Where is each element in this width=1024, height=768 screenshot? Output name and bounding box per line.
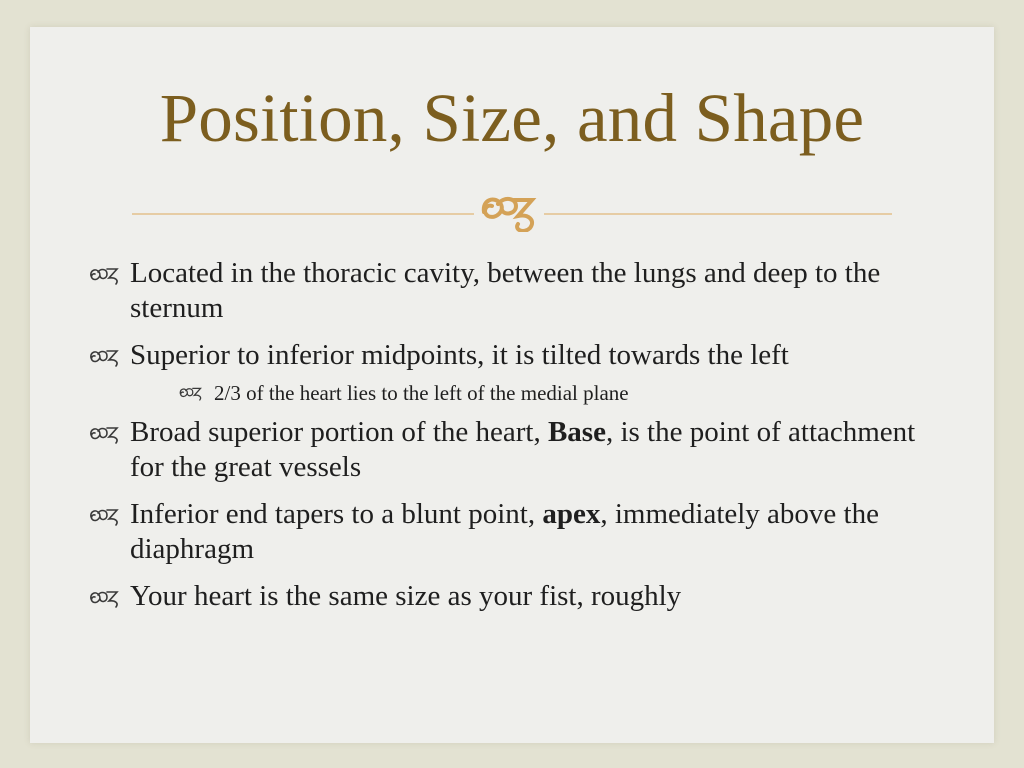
- bullet-text-after: , immediately above the diaphragm: [130, 498, 879, 565]
- bullet-text: 2/3 of the heart lies to the left of the medial plane: [214, 381, 629, 405]
- list-item: [88, 379, 948, 407]
- bullet-text-after: , is the point of attachment for the great vessels: [130, 416, 916, 483]
- ornament-bullet-icon: [178, 385, 206, 401]
- bullet-bold-term: Base: [547, 416, 606, 448]
- list-item: [88, 338, 948, 373]
- bullet-list: [88, 256, 948, 626]
- bullet-text: Located in the thoracic cavity, between the lungs and deep to the sternum: [130, 257, 881, 324]
- bullet-bold-term: apex: [542, 498, 601, 530]
- list-item: [88, 579, 948, 614]
- slide-title: Position, Size, and Shape: [159, 80, 865, 156]
- bullet-text: Your heart is the same size as your fist, roughly: [130, 580, 682, 612]
- list-item: [88, 415, 948, 485]
- ornament-bullet-icon: [88, 424, 124, 444]
- title-divider: [132, 192, 892, 232]
- ornament-icon: [132, 192, 892, 232]
- list-item: [88, 497, 948, 567]
- ornament-bullet-icon: [88, 265, 124, 285]
- ornament-bullet-icon: [88, 588, 124, 608]
- bullet-text-before: Inferior end tapers to a blunt point,: [130, 498, 543, 530]
- ornament-bullet-icon: [88, 347, 124, 367]
- ornament-bullet-icon: [88, 506, 124, 526]
- bullet-text: Superior to inferior midpoints, it is tilted towards the left: [130, 339, 789, 371]
- bullet-text-before: Broad superior portion of the heart,: [130, 416, 548, 448]
- list-item: [88, 256, 948, 326]
